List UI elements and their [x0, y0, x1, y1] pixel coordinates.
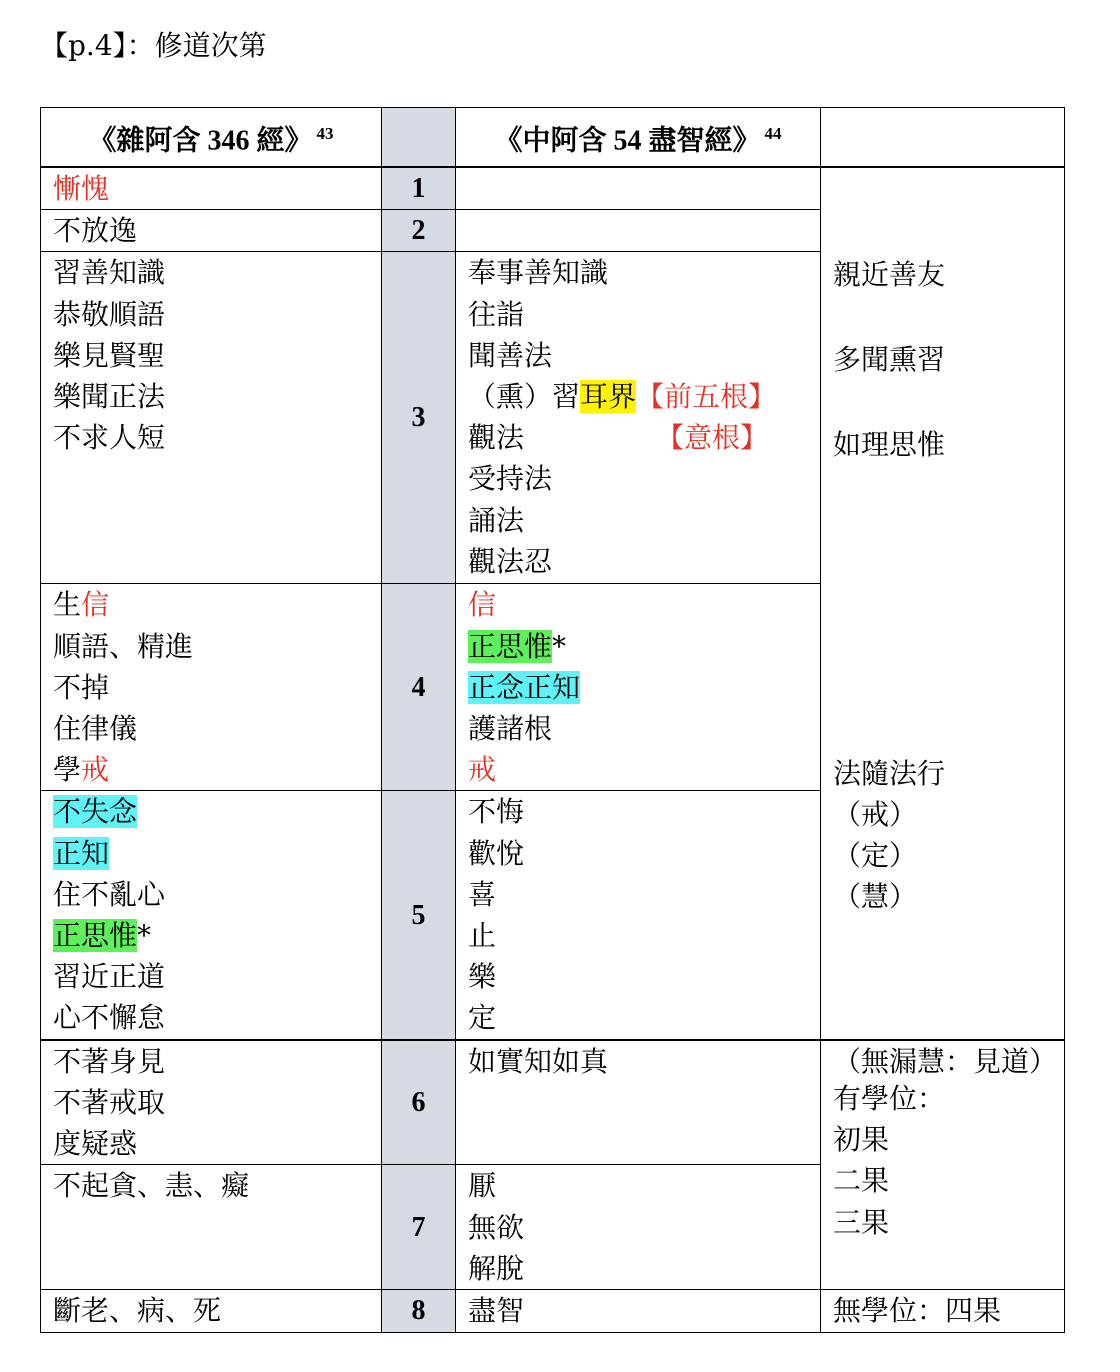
left-cell-7: 不起貪、恚、癡	[41, 1165, 382, 1290]
middle-cell-4: 信 正思惟* 正念正知 護諸根 戒	[456, 584, 821, 791]
highlight-no-lost-mindfulness: 不失念	[53, 795, 138, 829]
step-number: 4	[382, 584, 456, 791]
table-row	[41, 167, 1065, 210]
highlight-right-thought: 正思惟	[468, 629, 553, 663]
header-middle: 《中阿含 54 盡智經》 $^{44}$	[456, 108, 821, 168]
right-cell-final-stage: 無學位：四果	[821, 1290, 1065, 1332]
left-cell-6: 不著身見 不著戒取 度疑惑	[41, 1040, 382, 1165]
highlight-right-thought-left: 正思惟	[53, 918, 138, 952]
middle-cell-8: 盡智	[456, 1290, 821, 1332]
practice-sequence-table	[40, 107, 1065, 1333]
middle-cell-2	[456, 210, 821, 252]
middle-cell-7: 厭 無欲 解脫	[456, 1165, 821, 1290]
step-number: 1	[382, 167, 456, 210]
highlight-right-knowing: 正知	[53, 836, 110, 870]
step-number: 5	[382, 791, 456, 1040]
header-number	[382, 108, 456, 168]
footnote-43: 43	[316, 123, 334, 143]
highlight-ear-element: 耳界	[580, 379, 637, 413]
middle-cell-6: 如實知如真	[456, 1040, 821, 1165]
table-row	[41, 1290, 1065, 1332]
page-title: 【p.4】：修道次第	[40, 29, 267, 62]
left-cell-2: 不放逸	[41, 210, 382, 252]
middle-cell-3: 奉事善知識 往詣 聞善法 （熏）習耳界【前五根】 觀法 【意根】 受持法 誦法 觀法忍	[456, 252, 821, 584]
step-number: 7	[382, 1165, 456, 1290]
step-number: 2	[382, 210, 456, 252]
left-cell-3: 習善知識 恭敬順語 樂見賢聖 樂聞正法 不求人短	[41, 252, 382, 584]
table-header-row	[41, 108, 1065, 168]
footnote-44: 44	[764, 123, 782, 143]
step-number: 6	[382, 1040, 456, 1165]
left-cell-8: 斷老、病、死	[41, 1290, 382, 1332]
middle-cell-5: 不悔 歡悅 喜 止 樂 定	[456, 791, 821, 1040]
left-cell-5: 不失念 正知 住不亂心 正思惟* 習近正道 心不懈怠	[41, 791, 382, 1040]
step-number: 8	[382, 1290, 456, 1332]
left-cell-1: 慚愧	[41, 167, 382, 210]
table-row	[41, 1040, 1065, 1165]
header-left: 《雜阿含 346 經》 $^{43}$	[41, 108, 382, 168]
header-right	[821, 108, 1065, 168]
right-cell-learner-stages: （無漏慧：見道） 有學位： 初果 二果 三果	[821, 1040, 1065, 1290]
middle-cell-1	[456, 167, 821, 210]
left-cell-4: 生信 順語、精進 不掉 住律儀 學戒	[41, 584, 382, 791]
step-number: 3	[382, 252, 456, 584]
highlight-mindfulness: 正念正知	[468, 670, 581, 704]
right-cell-stages: 親近善友 多聞熏習 如理思惟 法隨法行 （戒） （定） （慧）	[821, 167, 1065, 1040]
